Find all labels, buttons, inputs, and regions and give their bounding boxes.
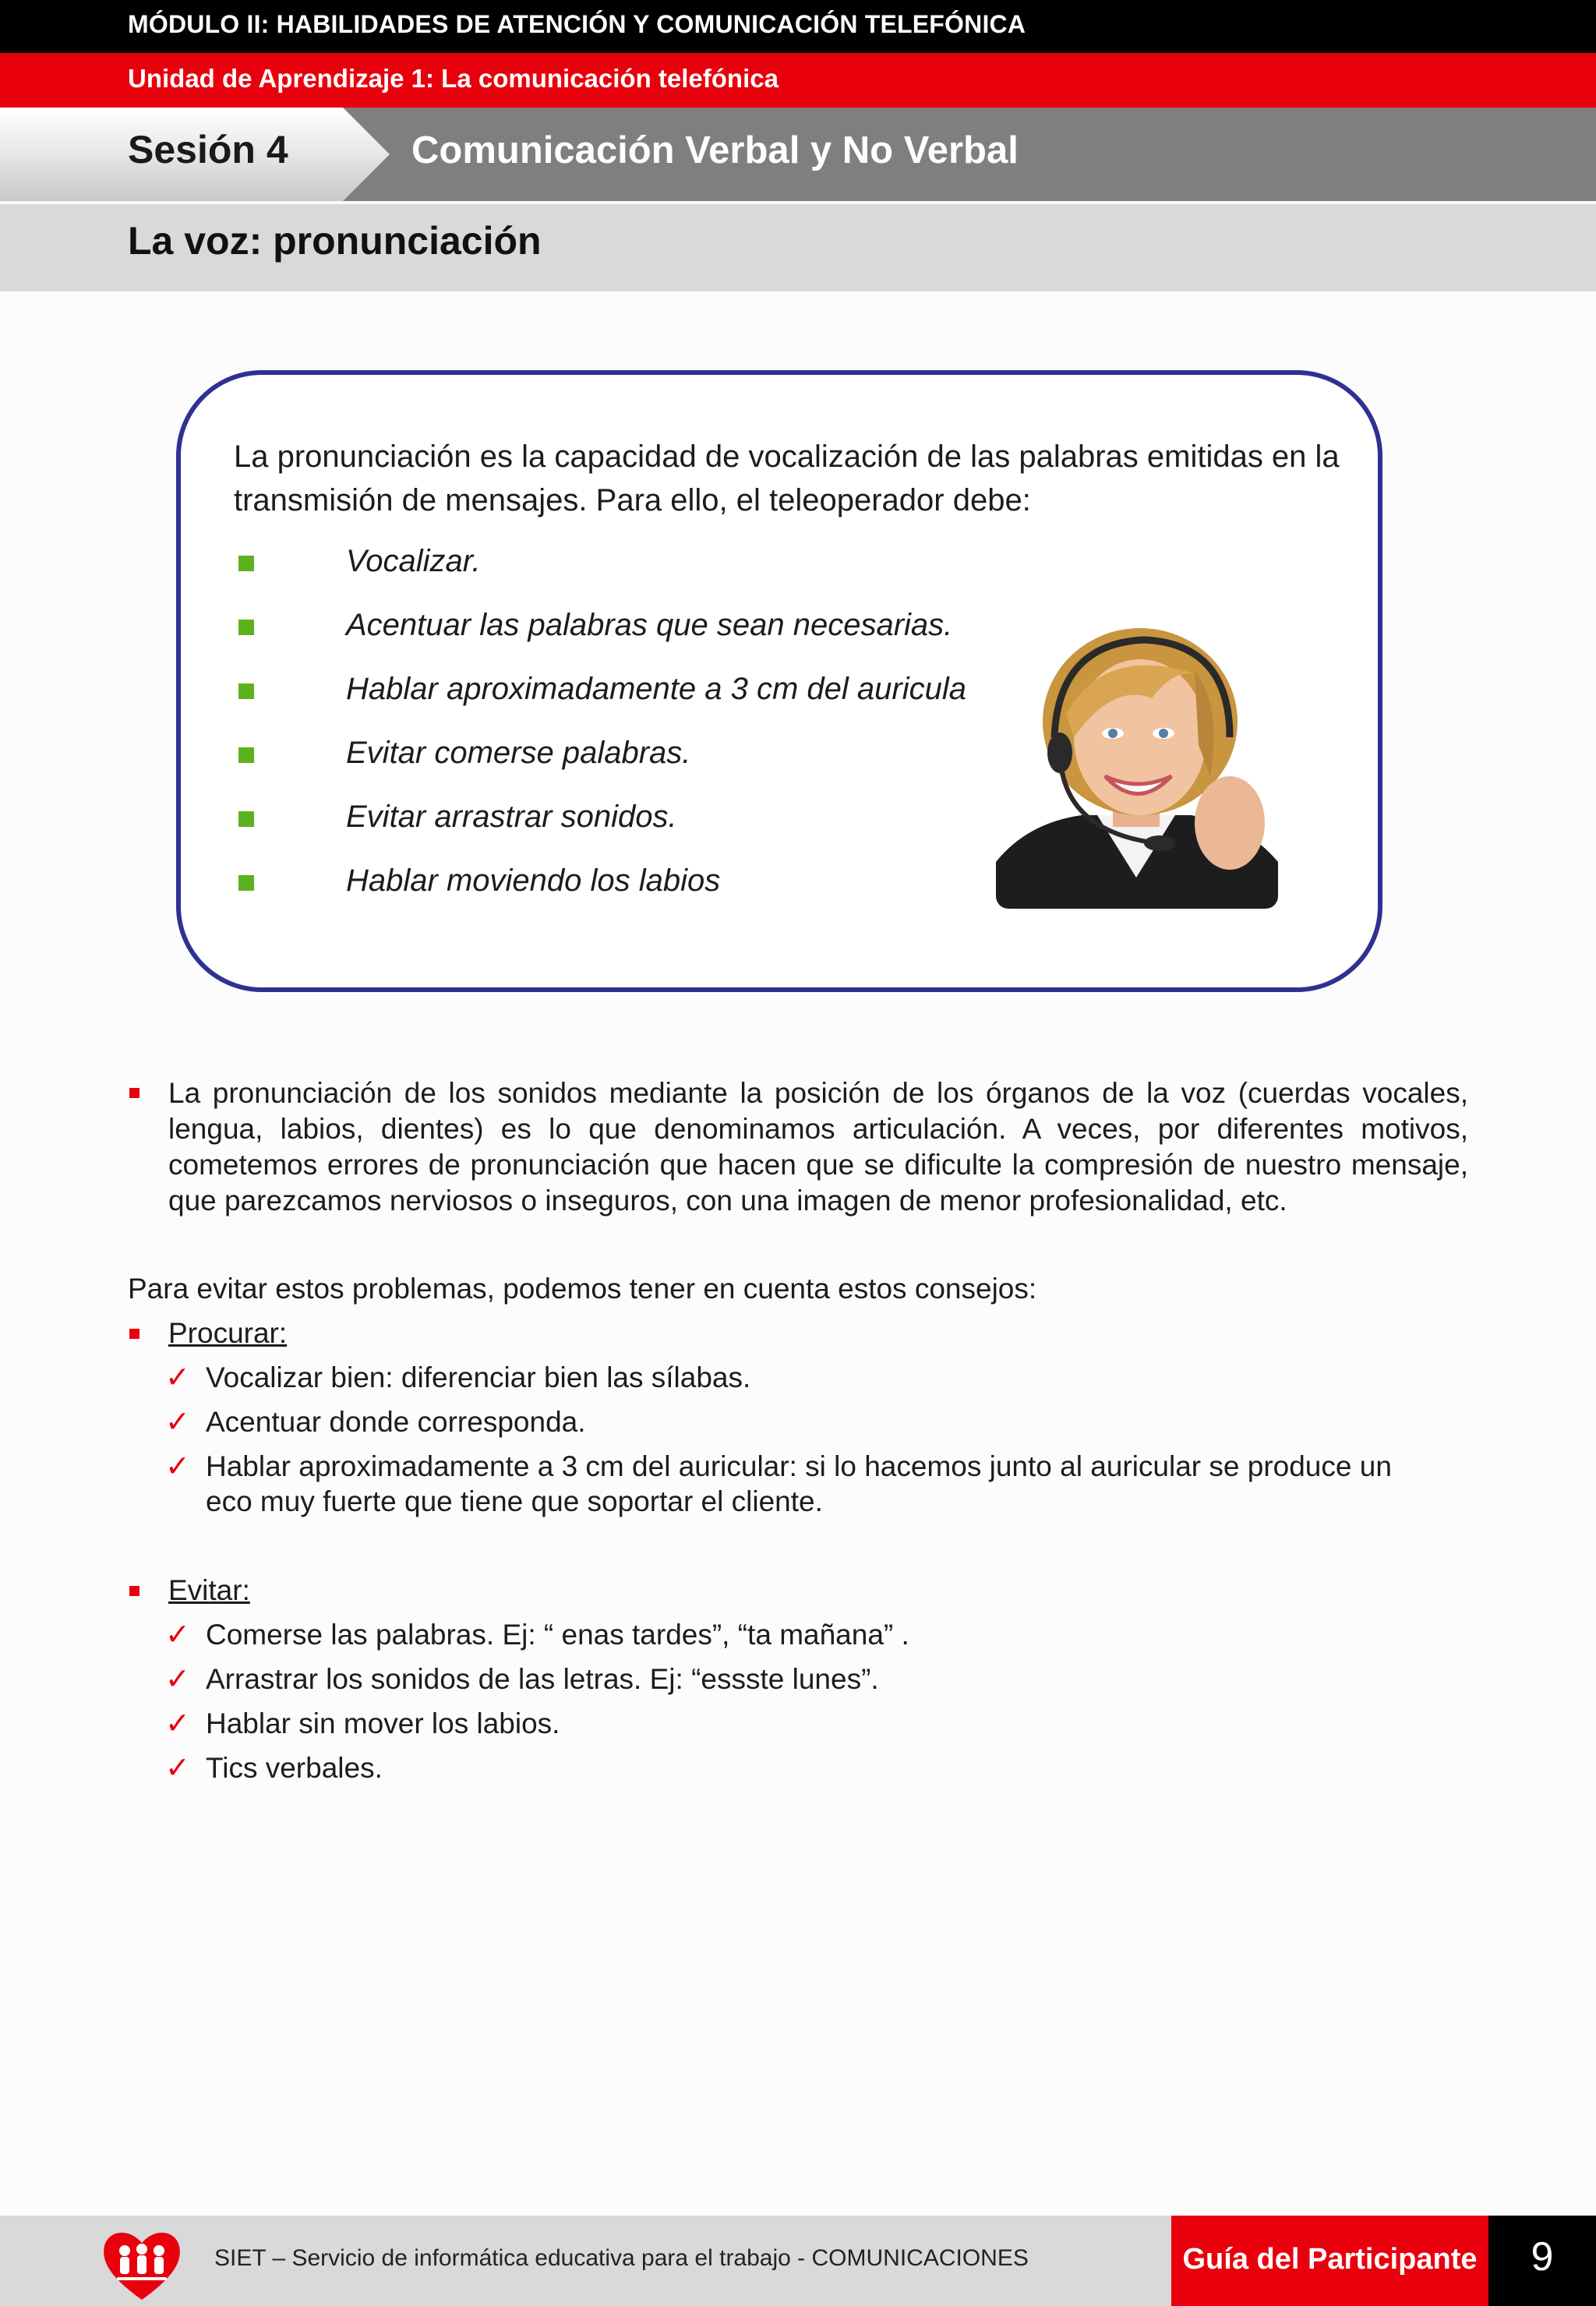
intro-item: Evitar arrastrar sonidos.: [346, 800, 677, 834]
checkmark-icon: ✓: [165, 1450, 190, 1483]
square-bullet-icon: [238, 556, 254, 571]
checkmark-icon: ✓: [165, 1707, 190, 1740]
operator-photo: [996, 628, 1278, 909]
evitar-item: Arrastrar los sonidos de las letras. Ej: “essste lunes”.: [206, 1663, 879, 1695]
evitar-item: Comerse las palabras. Ej: “ enas tardes”, “ta mañana” .: [206, 1619, 909, 1651]
procurar-heading: Procurar:: [168, 1317, 288, 1349]
procurar-item: Acentuar donde corresponda.: [206, 1406, 586, 1438]
checkmark-icon: ✓: [165, 1619, 190, 1651]
advice-intro: Para evitar estos problemas, podemos tener en cuenta estos consejos:: [128, 1273, 1037, 1305]
logo-icon: [101, 2226, 182, 2302]
checkmark-icon: ✓: [165, 1752, 190, 1785]
intro-item: Evitar comerse palabras.: [346, 736, 691, 770]
square-bullet-icon: [238, 620, 254, 635]
intro-item: Acentuar las palabras que sean necesarias.: [346, 608, 953, 642]
intro-item: Hablar moviendo los labios: [346, 863, 721, 898]
intro-text: La pronunciación es la capacidad de vocalización de las palabras emitidas en la transmisión de mensajes. Para ello, el teleoperador debe:: [234, 440, 1340, 517]
footer-text: SIET – Servicio de informática educativa para el trabajo - COMUNICACIONES: [214, 2245, 1029, 2271]
procurar-item: Vocalizar bien: diferenciar bien las sílabas.: [206, 1361, 751, 1393]
procurar-item: Hablar aproximadamente a 3 cm del auricular: si lo hacemos junto al auricular se produce un: [206, 1450, 1392, 1482]
unit-title: Unidad de Aprendizaje 1: La comunicación telefónica: [128, 64, 779, 93]
square-bullet-icon: [238, 811, 254, 827]
evitar-item: Hablar sin mover los labios.: [206, 1707, 560, 1739]
session-label: Sesión 4: [128, 128, 288, 171]
page-title: La voz: pronunciación: [128, 219, 542, 263]
square-bullet-icon: [238, 683, 254, 699]
checkmark-icon: ✓: [165, 1361, 190, 1394]
square-bullet-icon: [238, 875, 254, 891]
checkmark-icon: ✓: [165, 1663, 190, 1696]
evitar-item: Tics verbales.: [206, 1752, 383, 1784]
session-title: Comunicación Verbal y No Verbal: [411, 129, 1019, 171]
square-bullet-icon: [129, 1329, 139, 1339]
guide-label: Guía del Participante: [1182, 2243, 1478, 2276]
checkmark-icon: ✓: [165, 1406, 190, 1439]
articulation-paragraph: La pronunciación de los sonidos mediante la posición de los órganos de la voz (cuerdas vocales, lengua, labios, dientes) es lo que denominamos articulación. A veces, por diferentes motivos, cometemos errores de pronunciación que hacen que se dificulte la compresión de nuestro mensaje, que parezcamos nerviosos o inseguros, con una imagen de menor profesionalidad, etc.: [168, 1077, 1468, 1217]
procurar-item-continued: eco muy fuerte que tiene que soportar el cliente.: [206, 1485, 823, 1517]
square-bullet-icon: [238, 747, 254, 763]
square-bullet-icon: [129, 1088, 139, 1098]
intro-item: Hablar aproximadamente a 3 cm del auricula: [346, 672, 966, 706]
page-number: 9: [1531, 2234, 1554, 2280]
module-title: MÓDULO II: HABILIDADES DE ATENCIÓN Y COMUNICACIÓN TELEFÓNICA: [128, 10, 1026, 38]
evitar-heading: Evitar:: [168, 1574, 250, 1606]
intro-item: Vocalizar.: [346, 544, 481, 578]
square-bullet-icon: [129, 1586, 139, 1596]
